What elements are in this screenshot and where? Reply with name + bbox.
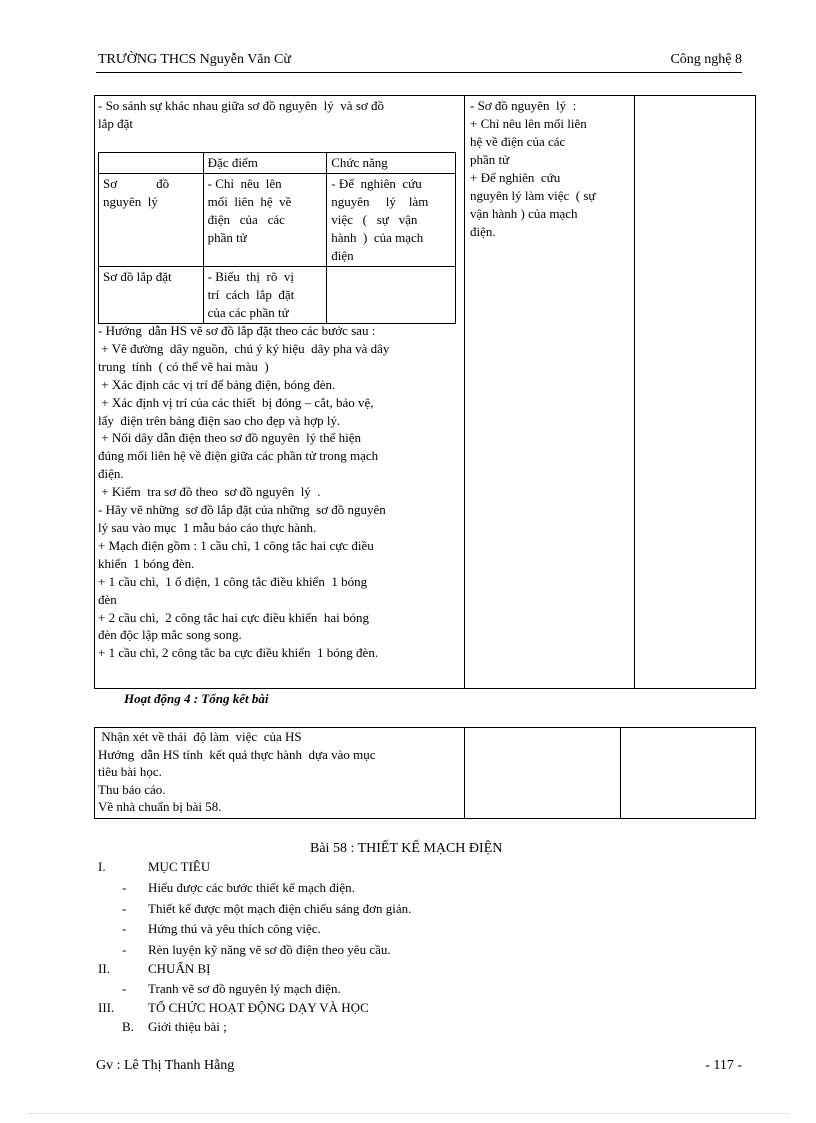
guide-line: + 2 cầu chì, 2 công tắc hai cực điều khiển hai bóng [98,609,370,625]
guide-line: lý sau vào mục 1 mẫu báo cáo thực hành. [98,519,317,535]
section-3-sub-text: Giới thiệu bài ; [148,1019,227,1034]
compare-row-install [99,267,456,324]
list-item-text: Tranh vẽ sơ đồ nguyên lý mạch điện. [148,981,341,996]
guide-line: đúng mối liên hệ về điện giữa các phần tử trong mạch [98,448,379,464]
summary-line: - Sơ đồ nguyên lý : [470,98,577,113]
summary-notes [98,728,460,816]
compare-header-row [99,153,456,174]
guide-line: + Vẽ đường dây nguồn, chú ý ký hiệu dây pha và dây [98,340,390,356]
table2-divider-1 [464,727,465,819]
compare-row2-name [99,267,204,324]
list-item-text: Rèn luyện kỹ năng vẽ sơ đồ điện theo yêu cầu. [148,941,391,957]
guide-line: + Xác định vị trí của các thiết bị đóng – cắt, bảo vệ, [98,394,374,410]
list-item [120,900,640,921]
guide-line: + 1 cầu chì, 1 ổ điện, 1 công tắc điều khiển 1 bóng [98,573,368,589]
intro-line: lắp đặt [98,116,134,131]
list-item-text: Thiết kế được một mạch điện chiếu sáng đơn giản. [148,900,412,916]
guide-line: - Hãy vẽ những sơ đồ lắp đặt của những sơ đồ nguyên [98,502,386,518]
cell-line: mối liên hệ về [207,194,292,209]
bullet-dash: - [122,981,127,996]
page-edge [28,1113,788,1114]
bullet-dash: - [122,941,127,957]
compare-row2-feature [203,267,327,324]
section-3-sub-label: B. [122,1019,134,1034]
table1-divider-1 [464,95,465,689]
guide-line: + Kiểm tra sơ đồ theo sơ đồ nguyên lý . [98,484,321,500]
section-1-heading: MỤC TIÊU [148,859,211,874]
guide-line: + Mạch điện gồm : 1 cầu chì, 1 công tắc hai cực điều [98,537,374,553]
summary-line: phần tử [470,152,510,167]
guide-line: đèn [98,591,117,607]
section-2-items [120,980,640,1000]
summary-line: + Chỉ nêu lên mối liên [470,116,587,131]
summary-note-line: Thu báo cáo. [98,781,166,797]
compare-row-principle [99,174,456,267]
cell-line: điện [331,248,354,263]
guide-line: + 1 cầu chì, 2 công tắc ba cực điều khiển 1 bóng đèn. [98,645,379,661]
guide-line: + Xác định các vị trí để bảng điện, bóng đèn. [98,376,336,392]
compare-header-empty [99,153,204,174]
section-2-number: II. [98,961,110,976]
compare-header-feature: Đặc điểm [203,153,327,174]
school-name: TRƯỜNG THCS Nguyễn Văn Cừ [98,52,291,67]
compare-header-function: Chức năng [327,153,456,174]
list-item-text: Hứng thú và yêu thích công việc. [148,921,321,936]
teacher-name: Gv : Lê Thị Thanh Hằng [96,1058,235,1073]
cell-line: Sơ đồ lắp đặt [103,269,172,284]
activity4-title: Hoạt động 4 : Tổng kết bài [124,691,269,706]
cell-line: điện của các [207,212,285,227]
guide-line: điện. [98,466,124,482]
list-item [120,941,640,962]
guide-line: đèn độc lập mắc song song. [98,627,242,643]
table1-divider-2 [634,95,635,689]
guide-line: khiển 1 bóng đèn. [98,555,195,571]
list-item [120,879,640,900]
cell-line: - Để nghiên cứu [331,176,422,191]
list-item [120,980,640,1000]
summary-note-line: Về nhà chuẩn bị bài 58. [98,799,222,814]
guide-line: trung tính ( có thể vẽ hai màu ) [98,358,269,374]
page-number: - 117 - [705,1058,742,1073]
summary-line: nguyên lý làm việc ( sự [470,188,596,203]
compare-row1-function [327,174,456,267]
cell-line: phần tử [207,230,247,245]
section-3-number: III. [98,1000,115,1015]
section-3-heading: TỔ CHỨC HOẠT ĐỘNG DẠY VÀ HỌC [148,1000,369,1015]
bullet-dash: - [122,900,127,916]
summary-note-line: Nhận xét về thái độ làm việc của HS [98,729,302,744]
summary-note-line: tiêu bài học. [98,764,162,779]
list-item-text: Hiểu được các bước thiết kế mạch điện. [148,880,355,895]
summary-line: hệ về điện của các [470,134,566,149]
table1-col1 [98,97,460,133]
compare-row1-feature [203,174,327,267]
section-1-number: I. [98,859,106,874]
table1-col2 [470,97,630,241]
summary-line: vận hành ) của mạch [470,206,578,221]
summary-line: + Để nghiên cứu [470,170,561,185]
cell-line: hành ) của mạch [331,230,424,245]
cell-line: - Chỉ nêu lên [207,176,282,191]
cell-line: trí cách lắp đặt [207,287,295,302]
guide-line: - Hướng dẫn HS vẽ sơ đồ lắp đặt theo các bước sau : [98,323,376,338]
guide-line: lấy điện trên bảng điện sao cho đẹp và hợp lý. [98,412,341,428]
bullet-dash: - [122,880,127,895]
summary-line: điện. [470,224,496,239]
table2-divider-2 [620,727,621,819]
section-1-items [120,879,640,961]
list-item [120,920,640,941]
compare-table [98,152,456,324]
cell-line: nguyên lý làm [331,194,429,209]
cell-line: - Biểu thị rõ vị [207,269,294,284]
page-header [96,48,742,73]
guide-line: + Nối dây dẫn điện theo sơ đồ nguyên lý thể hiện [98,430,361,446]
compare-row1-name [99,174,204,267]
subject-name: Công nghệ 8 [670,52,742,67]
cell-line: Sơ đồ [103,176,170,191]
cell-line: nguyên lý [103,194,158,209]
summary-note-line: Hướng dẫn HS tính kết quả thực hành dựa vào mục [98,746,376,762]
intro-line: - So sánh sự khác nhau giữa sơ đồ nguyên lý và sơ đồ [98,98,384,113]
lesson-title: Bài 58 : THIẾT KẾ MẠCH ĐIỆN [310,841,503,856]
guide-steps [98,322,460,662]
compare-row2-function [327,267,456,324]
cell-line: của các phần tử [207,305,289,320]
cell-line: việc ( sự vận [331,212,418,227]
compare-intro [98,97,460,133]
section-2-heading: CHUẨN BỊ [148,961,211,976]
bullet-dash: - [122,921,127,936]
